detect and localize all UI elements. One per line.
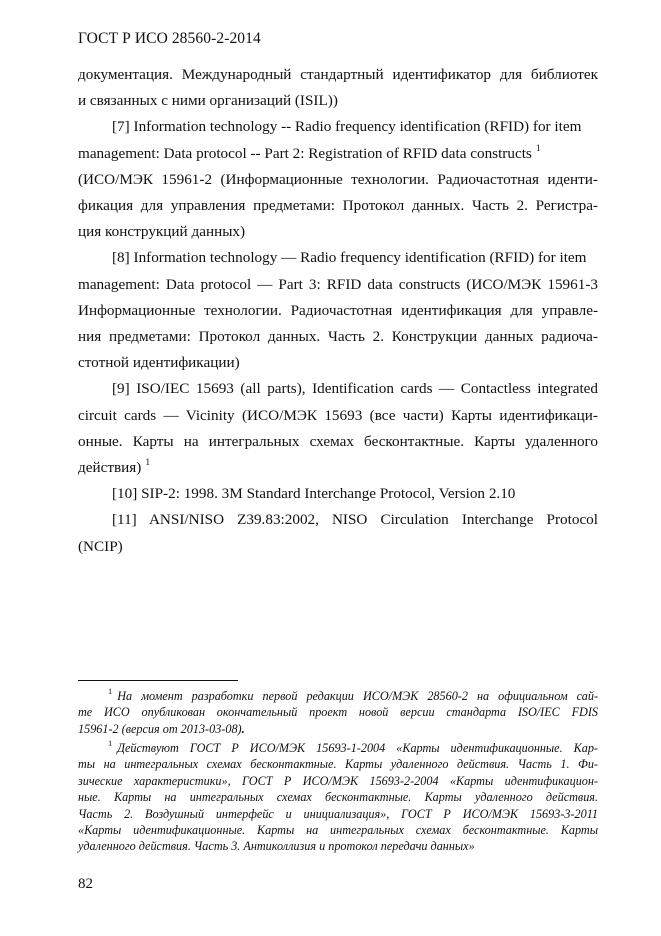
footnote-1 (78, 688, 598, 737)
text-line: circuit cards — Vicinity (ИСО/МЭК 15693 (все части) Карты идентификаци- (78, 406, 598, 424)
footnote-line (78, 721, 598, 737)
reference-9 (78, 376, 598, 481)
text-line-with-footnote (78, 455, 598, 481)
text-line: ния предметами: Протокол данных. Часть 2. Конструкции данных радиоча- (78, 328, 598, 346)
text-line-with-footnote (78, 141, 598, 167)
reference-10 (78, 481, 598, 507)
text-line: [8] Information technology — Radio frequency identification (RFID) for item (112, 249, 587, 267)
document-header: ГОСТ Р ИСО 28560-2-2014 (78, 30, 261, 47)
text-line: Часть 2. Воздушный интерфейс и инициализация», ГОСТ Р ИСО/МЭК 15693-3-2011 (78, 806, 598, 821)
text-line: [9] ISO/IEC 15693 (all parts), Identification cards — Contactless integrated (112, 380, 598, 398)
text-line: те ИСО опубликован окончательный проект новой версии стандарта ISO/IEC FDIS (78, 705, 598, 720)
footnote-line (78, 688, 598, 704)
text-line: ные. Карты на интегральных схемах бесконтактные. Карты удаленного действия. (78, 790, 598, 805)
text-line: фикация для управления предметами: Протокол данных. Часть 2. Регистра- (78, 197, 598, 215)
text-line: Действуют ГОСТ Р ИСО/МЭК 15693-1-2004 «Карты идентификационные. Кар- (117, 741, 598, 755)
reference-7 (78, 114, 598, 245)
text-line: [7] Information technology -- Radio frequency identification (RFID) for item (112, 118, 582, 136)
text-line: Информационные технологии. Радиочастотная идентификация для управле- (78, 301, 598, 319)
text-line: [11] ANSI/NISO Z39.83:2002, NISO Circulation Interchange Protocol (112, 511, 598, 529)
footnote-line (78, 740, 598, 756)
text-line: действия) (78, 459, 142, 477)
text-line: онные. Карты на интегральных схемах бесконтактные. Карты удаленного (78, 432, 598, 450)
text-line: 15961-2 (версия от 2013-03-08) (78, 721, 242, 736)
text-line: стотной идентификации) (78, 354, 240, 372)
text-line: документация. Международный стандартный идентификатор для библиотек (78, 66, 598, 83)
text-line: ты на интегральных схемах бесконтактные. Карты удаленного действия. Часть 1. Фи- (78, 757, 598, 772)
text-line: ция конструкций данных) (78, 223, 246, 241)
text-line: (NCIP) (78, 537, 123, 555)
paragraph-continuation (78, 62, 598, 114)
footnote-separator (78, 680, 238, 681)
page-number: 82 (78, 876, 93, 892)
text-line: и связанных с ними организаций (ISIL)) (78, 92, 338, 110)
text-line: management: Data protocol — Part 3: RFID data constructs (ИСО/МЭК 15961-3 (78, 275, 598, 293)
bibliography-body (78, 62, 598, 560)
footnote-ref: 1 (535, 143, 541, 154)
text-line: management: Data protocol -- Part 2: Registration of RFID data constructs (78, 144, 532, 162)
footnote-marker: 1 (108, 686, 113, 696)
footnote-marker: 1 (108, 738, 113, 748)
footnote-ref: 1 (145, 458, 151, 469)
text-line: удаленного действия. Часть 3. Антиколлизия и протокол передачи данных» (78, 839, 475, 854)
reference-11 (78, 507, 598, 559)
footnote-2 (78, 740, 598, 855)
text-line: На момент разработки первой редакции ИСО/МЭК 28560-2 на официальном сай- (117, 689, 598, 703)
reference-8 (78, 245, 598, 376)
text-line: . (241, 721, 245, 736)
text-line: «Карты идентификационные. Карты на интегральных схемах бесконтактные. Карты (78, 823, 598, 838)
text-line: [10] SIP-2: 1998. 3M Standard Interchange Protocol, Version 2.10 (112, 485, 516, 503)
text-line: зические характеристики», ГОСТ Р ИСО/МЭК 15693-2-2004 «Карты идентификацион- (78, 773, 598, 788)
text-line: (ИСО/МЭК 15961-2 (Информационные технологии. Радиочастотная иденти- (78, 170, 598, 188)
